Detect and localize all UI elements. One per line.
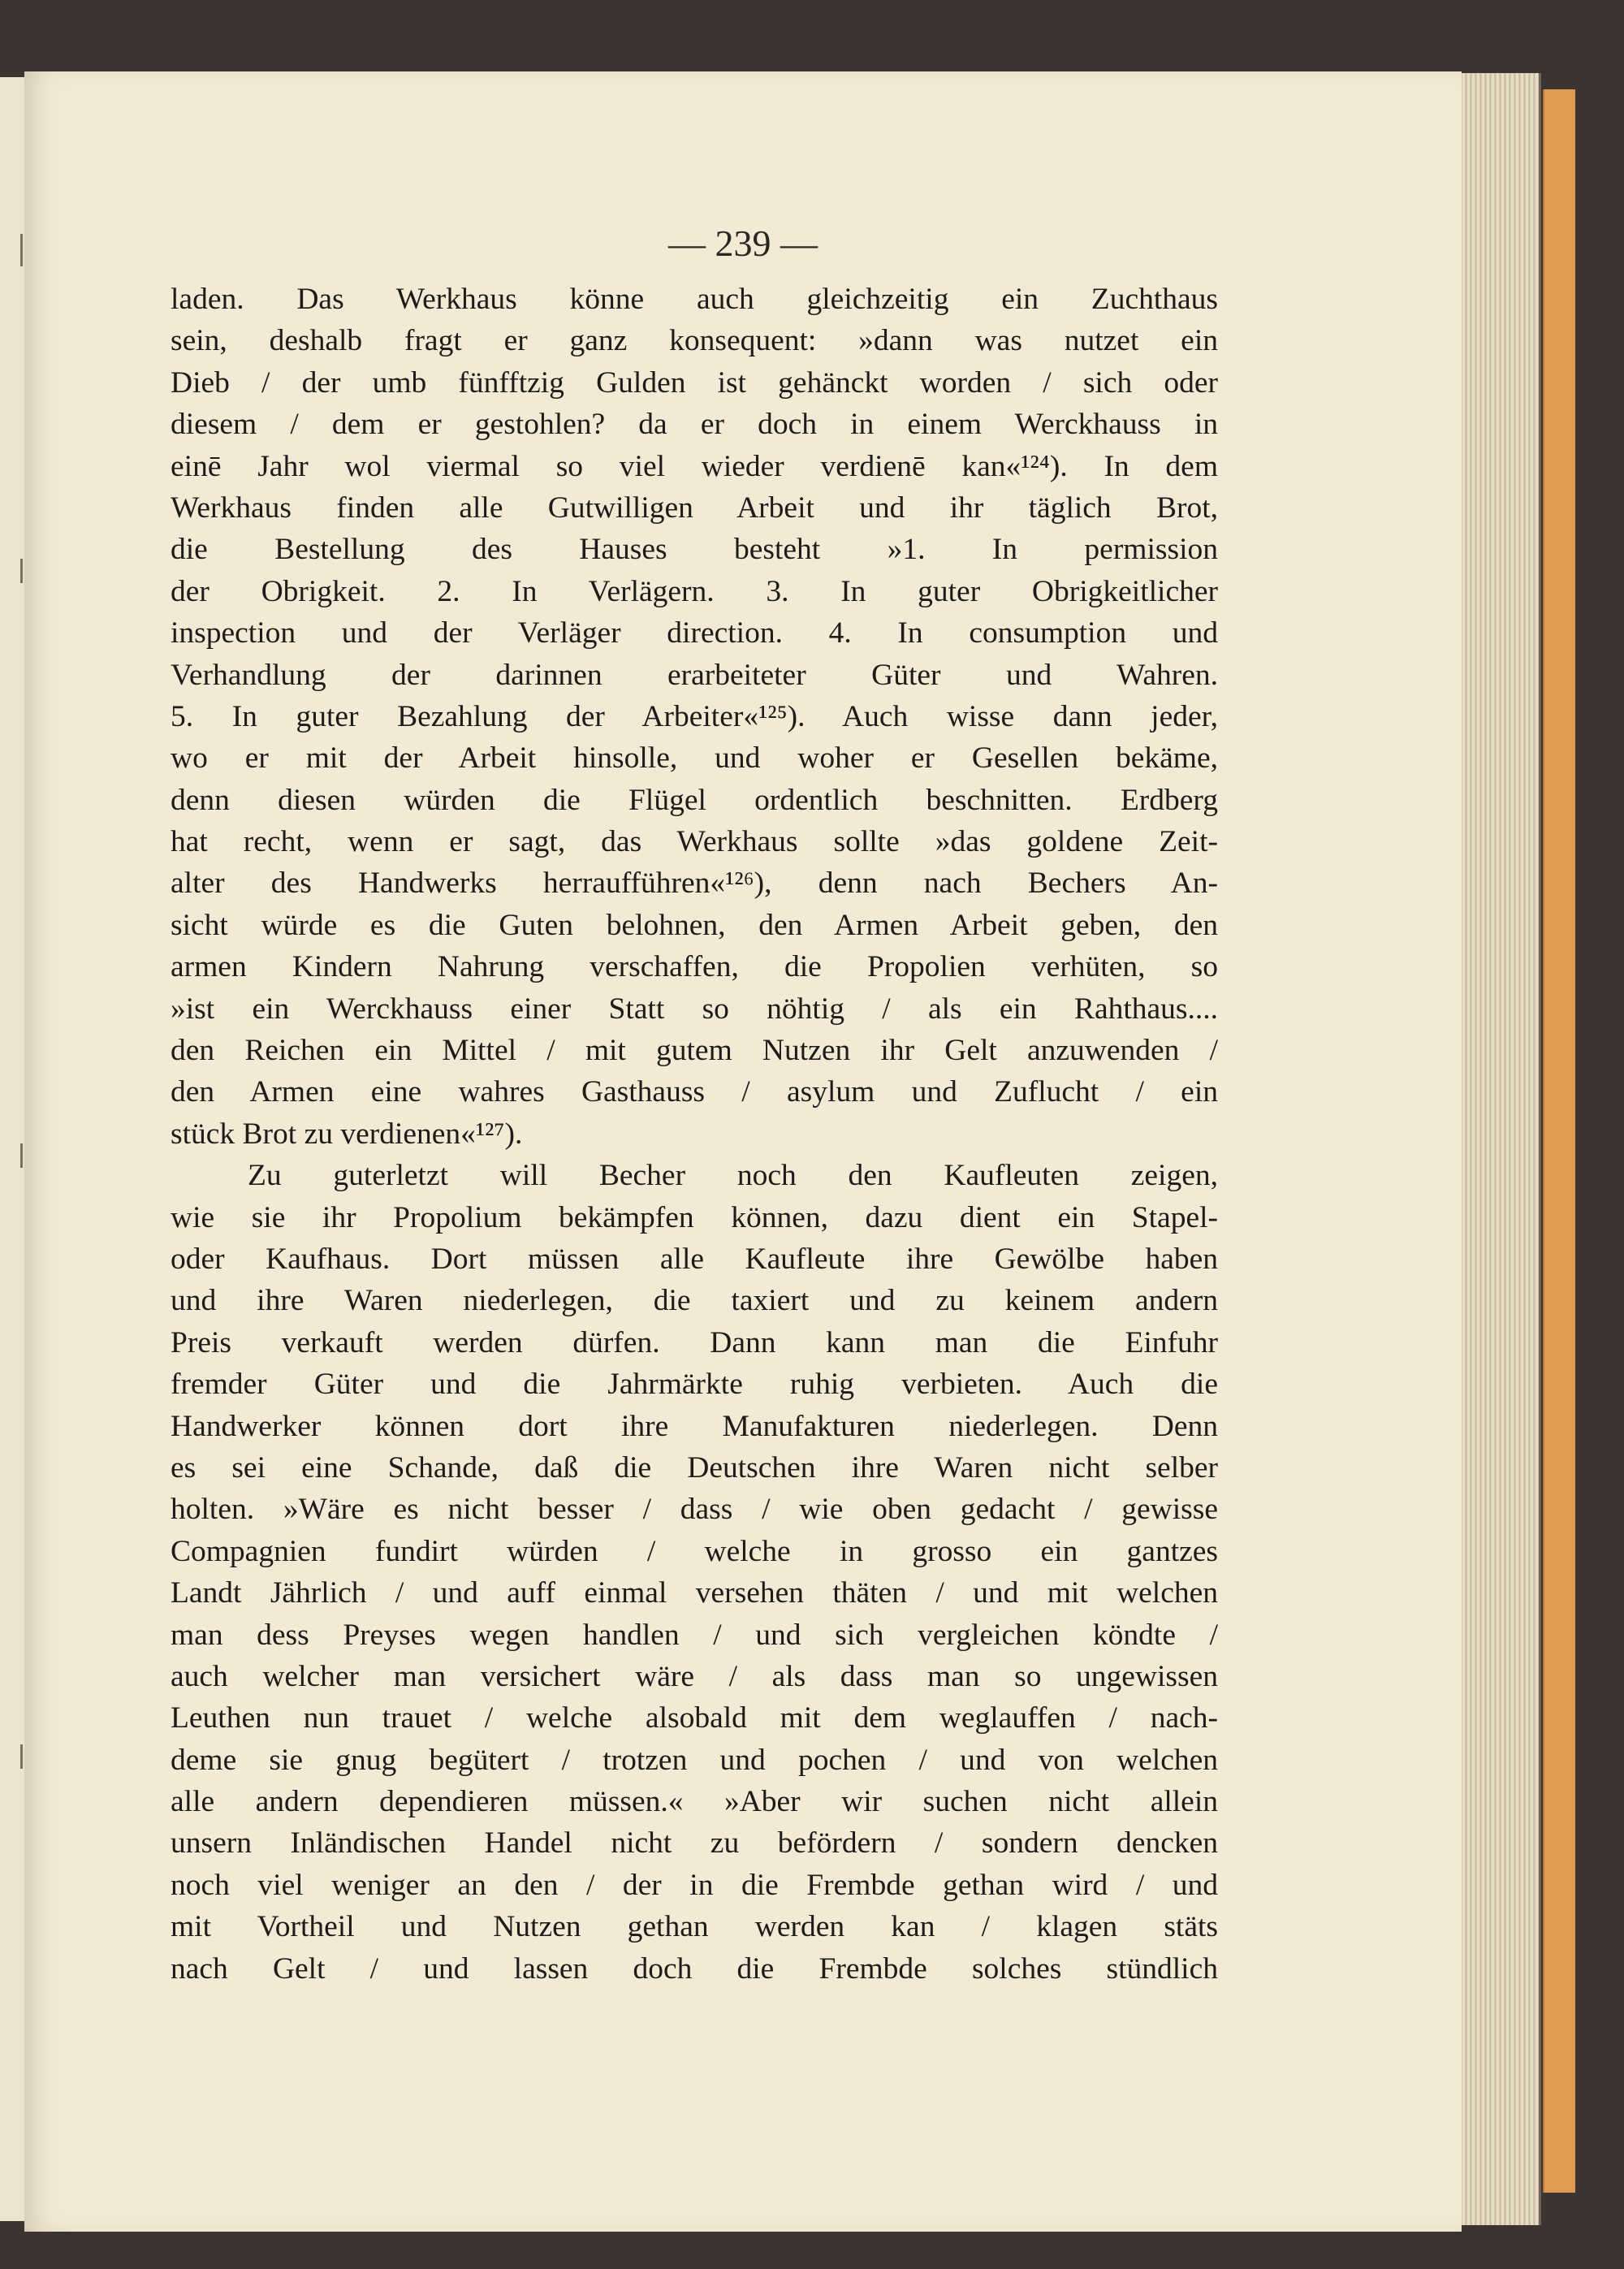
page-number: — 239 —: [668, 223, 818, 264]
text-line: stück Brot zu verdienen«¹²⁷).: [171, 1117, 523, 1151]
text-line: »ist ein Werckhauss einer Statt so nöhtig / als ein Rahthaus....: [171, 992, 1218, 1026]
margin-mark: [20, 1143, 23, 1168]
book-page: [24, 71, 1462, 2232]
text-line: auch welcher man versichert wäre / als dass man so ungewissen: [171, 1659, 1218, 1693]
text-line: alter des Handwerks herraufführen«¹²⁶), denn nach Bechers An-: [171, 867, 1218, 901]
text-line: man dess Preyses wegen handlen / und sich vergleichen köndte /: [171, 1618, 1218, 1652]
book-cover-edge: [1543, 89, 1575, 2193]
text-line: noch viel weniger an den / der in die Frembde gethan wird / und: [171, 1868, 1218, 1902]
text-line: Verhandlung der darinnen erarbeiteter Güter und Wahren.: [171, 658, 1218, 692]
body-text: [171, 279, 1218, 1990]
text-line: sein, deshalb fragt er ganz konsequent: »dann was nutzet ein: [171, 324, 1218, 358]
text-line: armen Kindern Nahrung verschaffen, die Propolien verhüten, so: [171, 950, 1218, 984]
text-line: Leuthen nun trauet / welche alsobald mit dem weglauffen / nach-: [171, 1701, 1218, 1735]
text-line: unsern Inländischen Handel nicht zu befördern / sondern dencken: [171, 1826, 1218, 1861]
text-line: Preis verkauft werden dürfen. Dann kann man die Einfuhr: [171, 1325, 1218, 1359]
text-line: es sei eine Schande, daß die Deutschen ihre Waren nicht selber: [171, 1450, 1218, 1485]
text-line: oder Kaufhaus. Dort müssen alle Kaufleute ihre Gewölbe haben: [171, 1242, 1218, 1276]
text-line: Zu guterletzt will Becher noch den Kaufleuten zeigen,: [248, 1159, 1218, 1193]
text-line: einē Jahr wol viermal so viel wieder verdienē kan«¹²⁴). In dem: [171, 449, 1218, 483]
text-line: mit Vortheil und Nutzen gethan werden kan / klagen stäts: [171, 1910, 1218, 1944]
text-line: deme sie gnug begütert / trotzen und pochen / und von welchen: [171, 1743, 1218, 1777]
page-stack-edges: [1458, 73, 1541, 2225]
text-line: sicht würde es die Guten belohnen, den Armen Arbeit geben, den: [171, 908, 1218, 942]
text-line: diesem / dem er gestohlen? da er doch in einem Werckhauss in: [171, 408, 1218, 442]
text-line: laden. Das Werkhaus könne auch gleichzeitig ein Zuchthaus: [171, 283, 1218, 316]
text-line: den Reichen ein Mittel / mit gutem Nutzen ihr Gelt anzuwenden /: [171, 1034, 1218, 1068]
text-line: denn diesen würden die Flügel ordentlich beschnitten. Erdberg: [171, 783, 1218, 817]
text-line: Landt Jährlich / und auff einmal versehen thäten / und mit welchen: [171, 1576, 1218, 1610]
text-line: wo er mit der Arbeit hinsolle, und woher er Gesellen bekäme,: [171, 741, 1218, 776]
text-line: Dieb / der umb fünfftzig Gulden ist gehänckt worden / sich oder: [171, 365, 1218, 400]
text-line: der Obrigkeit. 2. In Verlägern. 3. In guter Obrigkeitlicher: [171, 574, 1218, 608]
text-line: holten. »Wäre es nicht besser / dass / wie oben gedacht / gewisse: [171, 1493, 1218, 1527]
text-line: fremder Güter und die Jahrmärkte ruhig verbieten. Auch die: [171, 1368, 1218, 1402]
text-line: und ihre Waren niederlegen, die taxiert und zu keinem andern: [171, 1284, 1218, 1318]
text-line: nach Gelt / und lassen doch die Frembde solches stündlich: [171, 1951, 1218, 1986]
text-line: inspection und der Verläger direction. 4. In consumption und: [171, 616, 1218, 650]
text-line: wie sie ihr Propolium bekämpfen können, dazu dient ein Stapel-: [171, 1200, 1218, 1234]
text-line: 5. In guter Bezahlung der Arbeiter«¹²⁵). Auch wisse dann jeder,: [171, 699, 1218, 733]
margin-mark: [20, 1744, 23, 1769]
text-line: alle andern dependieren müssen.« »Aber wir suchen nicht allein: [171, 1785, 1218, 1819]
text-line: Werkhaus finden alle Gutwilligen Arbeit und ihr täglich Brot,: [171, 491, 1218, 525]
text-line: die Bestellung des Hauses besteht »1. In permission: [171, 533, 1218, 567]
text-line: Compagnien fundirt würden / welche in grosso ein gantzes: [171, 1534, 1218, 1568]
text-line: Handwerker können dort ihre Manufakturen niederlegen. Denn: [171, 1409, 1218, 1443]
margin-mark: [20, 559, 23, 583]
margin-mark: [20, 234, 23, 266]
text-line: den Armen eine wahres Gasthauss / asylum und Zuflucht / ein: [171, 1075, 1218, 1109]
text-line: hat recht, wenn er sagt, das Werkhaus sollte »das goldene Zeit-: [171, 825, 1218, 859]
